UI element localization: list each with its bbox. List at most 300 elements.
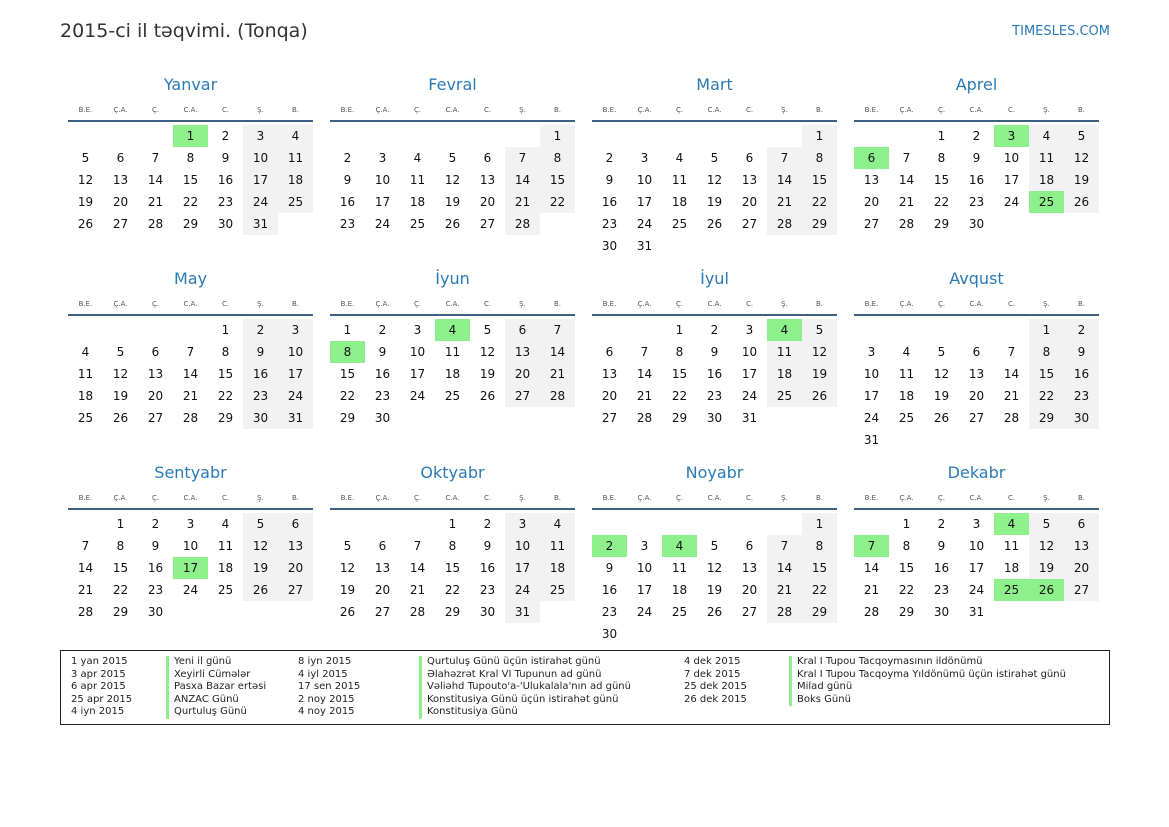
day-cell: 16: [147, 561, 164, 575]
day-cell: 20: [601, 389, 618, 403]
day-cell: 19: [77, 195, 94, 209]
day-cell: 15: [444, 561, 461, 575]
day-cell: 1: [1042, 323, 1051, 337]
day-cell: 6: [1077, 517, 1086, 531]
day-cell: 18: [217, 561, 234, 575]
day-cell: 11: [217, 539, 234, 553]
day-cell: 15: [811, 561, 828, 575]
day-cell: 9: [151, 539, 160, 553]
day-cell: 17: [741, 367, 758, 381]
day-cell: 13: [968, 367, 985, 381]
day-cell: 1: [116, 517, 125, 531]
month-10: [330, 462, 575, 645]
day-cell: 18: [549, 561, 566, 575]
month-divider: [592, 508, 837, 510]
day-cell: 25: [671, 605, 688, 619]
day-cell: 29: [1038, 411, 1055, 425]
day-cell: 21: [77, 583, 94, 597]
day-cell: 27: [479, 217, 496, 231]
holiday-day-cell: 26: [1029, 579, 1064, 601]
day-cell: 30: [217, 217, 234, 231]
day-cell: 16: [706, 367, 723, 381]
day-cell: 5: [483, 323, 492, 337]
month-9: [68, 462, 313, 645]
day-cell: 14: [898, 173, 915, 187]
weekday-label: C.: [1007, 106, 1016, 114]
day-cell: 28: [898, 217, 915, 231]
day-cell: 1: [221, 323, 230, 337]
weekday-label: C.A.: [969, 300, 984, 308]
day-cell: 24: [636, 605, 653, 619]
month-name: Oktyabr: [420, 463, 485, 482]
weekday-label: B.: [1077, 300, 1086, 308]
day-cell: 26: [933, 411, 950, 425]
weekday-label: Ç.: [151, 106, 160, 114]
day-cell: 9: [378, 345, 387, 359]
weekday-label: B.E.: [78, 106, 93, 114]
weekday-label: Ç.: [151, 300, 160, 308]
weekday-label: Ç.A.: [375, 494, 390, 502]
day-cell: 12: [1038, 539, 1055, 553]
weekday-label: C.: [745, 300, 754, 308]
legend-dates-1: [71, 656, 132, 719]
day-cell: 27: [147, 411, 164, 425]
day-cell: 2: [1077, 323, 1086, 337]
day-cell: 4: [221, 517, 230, 531]
day-cell: 13: [374, 561, 391, 575]
day-cell: 29: [217, 411, 234, 425]
day-cell: 3: [745, 323, 754, 337]
day-cell: 26: [479, 389, 496, 403]
weekday-header: [854, 100, 1099, 120]
day-cell: 30: [147, 605, 164, 619]
day-cell: 27: [514, 389, 531, 403]
day-cell: 15: [217, 367, 234, 381]
day-cell: 14: [776, 561, 793, 575]
weekday-label: B.: [1077, 494, 1086, 502]
day-cell: 31: [968, 605, 985, 619]
day-cell: 12: [933, 367, 950, 381]
day-cell: 17: [287, 367, 304, 381]
day-cell: 23: [252, 389, 269, 403]
day-cell: 18: [1038, 173, 1055, 187]
weekday-label: Ç.: [413, 300, 422, 308]
day-grid: [330, 513, 575, 645]
day-cell: 3: [640, 151, 649, 165]
day-cell: 2: [343, 151, 352, 165]
weekday-label: B.E.: [340, 494, 355, 502]
weekday-label: B.E.: [78, 494, 93, 502]
legend-holiday-name: Qurtuluş Günü üçün istirahət günü: [427, 656, 601, 667]
day-cell: 25: [671, 217, 688, 231]
day-cell: 18: [898, 389, 915, 403]
brand-link[interactable]: TIMESLES.COM: [1012, 24, 1110, 39]
weekday-label: Ç.: [937, 106, 946, 114]
month-name: İyun: [435, 269, 470, 288]
month-6: [330, 268, 575, 451]
weekday-label: B.: [553, 300, 562, 308]
day-cell: 8: [902, 539, 911, 553]
holiday-legend: [60, 650, 1110, 725]
day-cell: 5: [937, 345, 946, 359]
day-cell: 10: [1003, 151, 1020, 165]
day-cell: 25: [77, 411, 94, 425]
day-cell: 14: [636, 367, 653, 381]
legend-holiday-name: Əlahəzrət Kral VI Tupunun ad günü: [427, 668, 602, 680]
day-cell: 15: [549, 173, 566, 187]
day-cell: 1: [937, 129, 946, 143]
day-cell: 17: [252, 173, 269, 187]
weekday-label: Ç.A.: [113, 300, 128, 308]
day-cell: 22: [217, 389, 234, 403]
day-cell: 10: [374, 173, 391, 187]
day-cell: 11: [549, 539, 566, 553]
day-cell: 16: [601, 195, 618, 209]
legend-holiday-name: Konstitusiya Günü üçün istirahət günü: [427, 693, 619, 705]
day-cell: 22: [182, 195, 199, 209]
day-cell: 28: [636, 411, 653, 425]
day-cell: 15: [1038, 367, 1055, 381]
day-cell: 19: [933, 389, 950, 403]
day-cell: 13: [479, 173, 496, 187]
month-name: Dekabr: [947, 463, 1006, 482]
day-cell: 14: [514, 173, 531, 187]
weekday-label: B.: [291, 106, 300, 114]
day-cell: 25: [287, 195, 304, 209]
day-cell: 12: [479, 345, 496, 359]
day-cell: 3: [640, 539, 649, 553]
day-cell: 6: [518, 323, 527, 337]
legend-holiday-name: Kral I Tupou Tacqoyma Yıldönümü üçün istirahət günü: [797, 668, 1066, 680]
day-cell: 21: [898, 195, 915, 209]
weekday-label: Ç.A.: [113, 106, 128, 114]
legend-holiday-name: Xeyirli Cümələr: [174, 668, 251, 680]
day-cell: 6: [116, 151, 125, 165]
day-cell: 12: [112, 367, 129, 381]
day-cell: 14: [77, 561, 94, 575]
day-cell: 24: [514, 583, 531, 597]
day-cell: 15: [933, 173, 950, 187]
day-cell: 11: [287, 151, 304, 165]
day-cell: 5: [448, 151, 457, 165]
day-cell: 29: [671, 411, 688, 425]
day-cell: 21: [776, 195, 793, 209]
day-cell: 7: [1007, 345, 1016, 359]
day-cell: 26: [112, 411, 129, 425]
day-cell: 5: [81, 151, 90, 165]
legend-date: 17 sen 2015: [298, 681, 361, 693]
day-cell: 20: [741, 583, 758, 597]
day-cell: 23: [706, 389, 723, 403]
day-cell: 16: [374, 367, 391, 381]
day-cell: 9: [710, 345, 719, 359]
day-cell: 27: [601, 411, 618, 425]
day-grid: [68, 513, 313, 645]
weekday-label: C.A.: [707, 106, 722, 114]
weekday-label: B.E.: [864, 106, 879, 114]
weekday-header: [68, 488, 313, 508]
day-cell: 4: [553, 517, 562, 531]
day-cell: 28: [514, 217, 531, 231]
day-cell: 15: [339, 367, 356, 381]
day-cell: 7: [186, 345, 195, 359]
weekday-header: [592, 294, 837, 314]
day-cell: 9: [483, 539, 492, 553]
day-cell: 11: [671, 173, 688, 187]
day-cell: 21: [863, 583, 880, 597]
day-cell: 23: [339, 217, 356, 231]
day-cell: 28: [182, 411, 199, 425]
weekday-label: B.E.: [602, 494, 617, 502]
day-grid: [592, 513, 837, 645]
day-cell: 15: [898, 561, 915, 575]
holiday-day-cell: 2: [592, 535, 627, 557]
day-cell: 13: [514, 345, 531, 359]
day-cell: 23: [601, 605, 618, 619]
day-cell: 1: [675, 323, 684, 337]
day-cell: 30: [252, 411, 269, 425]
day-cell: 12: [252, 539, 269, 553]
month-1: [68, 74, 313, 257]
day-cell: 29: [898, 605, 915, 619]
day-cell: 8: [815, 151, 824, 165]
month-name: Aprel: [955, 75, 998, 94]
day-cell: 15: [671, 367, 688, 381]
day-cell: 6: [972, 345, 981, 359]
day-cell: 24: [409, 389, 426, 403]
day-cell: 30: [933, 605, 950, 619]
weekday-label: C.: [221, 300, 230, 308]
day-cell: 28: [863, 605, 880, 619]
day-grid: [854, 125, 1099, 257]
weekday-header: [854, 488, 1099, 508]
day-cell: 18: [671, 195, 688, 209]
day-cell: 20: [863, 195, 880, 209]
legend-date: 25 apr 2015: [71, 693, 133, 705]
weekday-label: Ç.A.: [899, 494, 914, 502]
day-cell: 15: [112, 561, 129, 575]
weekday-label: Ş.: [519, 300, 526, 308]
weekday-label: Ş.: [1043, 494, 1050, 502]
day-cell: 8: [675, 345, 684, 359]
day-cell: 13: [1073, 539, 1090, 553]
day-cell: 21: [1003, 389, 1020, 403]
day-cell: 9: [605, 561, 614, 575]
day-cell: 30: [374, 411, 391, 425]
day-cell: 17: [409, 367, 426, 381]
day-cell: 25: [549, 583, 566, 597]
weekday-label: C.A.: [969, 494, 984, 502]
day-cell: 11: [444, 345, 461, 359]
weekday-label: B.E.: [602, 300, 617, 308]
day-cell: 23: [374, 389, 391, 403]
holiday-day-cell: 4: [767, 319, 802, 341]
legend-holiday-name: Pasxa Bazar ertəsi: [174, 681, 267, 693]
day-cell: 17: [636, 195, 653, 209]
day-cell: 11: [77, 367, 94, 381]
day-cell: 9: [343, 173, 352, 187]
day-cell: 6: [745, 539, 754, 553]
weekday-label: Ş.: [1043, 300, 1050, 308]
day-cell: 6: [745, 151, 754, 165]
day-cell: 24: [287, 389, 304, 403]
day-cell: 17: [1003, 173, 1020, 187]
month-4: [854, 74, 1099, 257]
month-name: Sentyabr: [154, 463, 227, 482]
day-cell: 2: [937, 517, 946, 531]
day-cell: 10: [514, 539, 531, 553]
day-cell: 9: [1077, 345, 1086, 359]
day-cell: 6: [605, 345, 614, 359]
day-cell: 23: [933, 583, 950, 597]
day-cell: 8: [221, 345, 230, 359]
day-cell: 27: [1073, 583, 1090, 597]
day-cell: 22: [549, 195, 566, 209]
day-cell: 9: [937, 539, 946, 553]
day-cell: 11: [409, 173, 426, 187]
day-cell: 3: [972, 517, 981, 531]
day-cell: 23: [601, 217, 618, 231]
day-cell: 14: [182, 367, 199, 381]
weekday-label: C.A.: [183, 106, 198, 114]
legend-date: 8 iyn 2015: [298, 656, 352, 667]
day-cell: 18: [77, 389, 94, 403]
day-cell: 10: [287, 345, 304, 359]
day-cell: 30: [479, 605, 496, 619]
day-cell: 25: [217, 583, 234, 597]
day-cell: 21: [182, 389, 199, 403]
day-cell: 17: [863, 389, 880, 403]
day-cell: 5: [1077, 129, 1086, 143]
day-cell: 19: [339, 583, 356, 597]
day-cell: 22: [811, 583, 828, 597]
day-cell: 16: [601, 583, 618, 597]
day-cell: 26: [444, 217, 461, 231]
month-name: Avqust: [949, 269, 1004, 288]
day-cell: 7: [81, 539, 90, 553]
day-cell: 20: [741, 195, 758, 209]
day-cell: 21: [514, 195, 531, 209]
day-cell: 6: [151, 345, 160, 359]
day-cell: 9: [256, 345, 265, 359]
day-cell: 16: [968, 173, 985, 187]
weekday-label: B.: [291, 494, 300, 502]
day-cell: 6: [483, 151, 492, 165]
day-cell: 14: [1003, 367, 1020, 381]
day-cell: 5: [815, 323, 824, 337]
day-cell: 28: [147, 217, 164, 231]
weekday-label: Ş.: [781, 300, 788, 308]
day-cell: 4: [1042, 129, 1051, 143]
weekday-label: B.: [815, 494, 824, 502]
weekday-label: Ç.A.: [375, 106, 390, 114]
day-cell: 5: [1042, 517, 1051, 531]
weekday-label: Ç.: [675, 300, 684, 308]
weekday-label: C.A.: [445, 494, 460, 502]
day-cell: 22: [112, 583, 129, 597]
day-cell: 22: [339, 389, 356, 403]
day-cell: 28: [776, 605, 793, 619]
day-grid: [330, 125, 575, 257]
day-cell: 8: [186, 151, 195, 165]
day-cell: 14: [147, 173, 164, 187]
month-8: [854, 268, 1099, 451]
day-cell: 2: [710, 323, 719, 337]
day-cell: 28: [776, 217, 793, 231]
day-cell: 16: [933, 561, 950, 575]
holiday-day-cell: 4: [435, 319, 470, 341]
day-cell: 23: [217, 195, 234, 209]
weekday-label: B.E.: [340, 300, 355, 308]
weekday-label: C.: [1007, 300, 1016, 308]
legend-date: 26 dek 2015: [684, 693, 747, 705]
legend-date: 6 apr 2015: [71, 681, 126, 693]
day-cell: 28: [549, 389, 566, 403]
day-cell: 5: [116, 345, 125, 359]
day-cell: 3: [256, 129, 265, 143]
day-cell: 4: [81, 345, 90, 359]
weekday-label: Ç.A.: [113, 494, 128, 502]
day-cell: 21: [776, 583, 793, 597]
legend-dates-2: [298, 656, 360, 719]
day-cell: 18: [1003, 561, 1020, 575]
day-cell: 30: [601, 627, 618, 641]
weekday-label: C.: [745, 494, 754, 502]
day-cell: 31: [252, 217, 269, 231]
day-cell: 1: [448, 517, 457, 531]
day-cell: 16: [252, 367, 269, 381]
day-cell: 29: [811, 605, 828, 619]
day-cell: 16: [1073, 367, 1090, 381]
day-cell: 3: [378, 151, 387, 165]
day-cell: 10: [252, 151, 269, 165]
day-cell: 14: [549, 345, 566, 359]
day-cell: 10: [409, 345, 426, 359]
month-3: [592, 74, 837, 257]
weekday-label: B.: [553, 106, 562, 114]
month-divider: [854, 314, 1099, 316]
month-11: [592, 462, 837, 645]
day-cell: 10: [182, 539, 199, 553]
weekday-label: C.A.: [183, 494, 198, 502]
day-cell: 24: [374, 217, 391, 231]
legend-date: 7 dek 2015: [684, 668, 741, 680]
holiday-day-cell: 1: [173, 125, 208, 147]
holiday-day-cell: 25: [1029, 191, 1064, 213]
weekday-label: Ş.: [781, 106, 788, 114]
day-cell: 3: [867, 345, 876, 359]
month-divider: [68, 314, 313, 316]
day-cell: 23: [147, 583, 164, 597]
holiday-day-cell: 17: [173, 557, 208, 579]
day-cell: 19: [706, 195, 723, 209]
legend-holiday-name: Yeni il günü: [174, 656, 232, 667]
day-cell: 2: [378, 323, 387, 337]
day-cell: 2: [151, 517, 160, 531]
day-cell: 29: [339, 411, 356, 425]
holiday-day-cell: 6: [854, 147, 889, 169]
day-cell: 19: [112, 389, 129, 403]
day-cell: 23: [1073, 389, 1090, 403]
weekday-label: C.A.: [183, 300, 198, 308]
day-cell: 13: [601, 367, 618, 381]
day-cell: 24: [1003, 195, 1020, 209]
day-cell: 25: [898, 411, 915, 425]
day-cell: 1: [815, 517, 824, 531]
day-cell: 16: [217, 173, 234, 187]
weekday-header: [68, 294, 313, 314]
day-cell: 22: [898, 583, 915, 597]
